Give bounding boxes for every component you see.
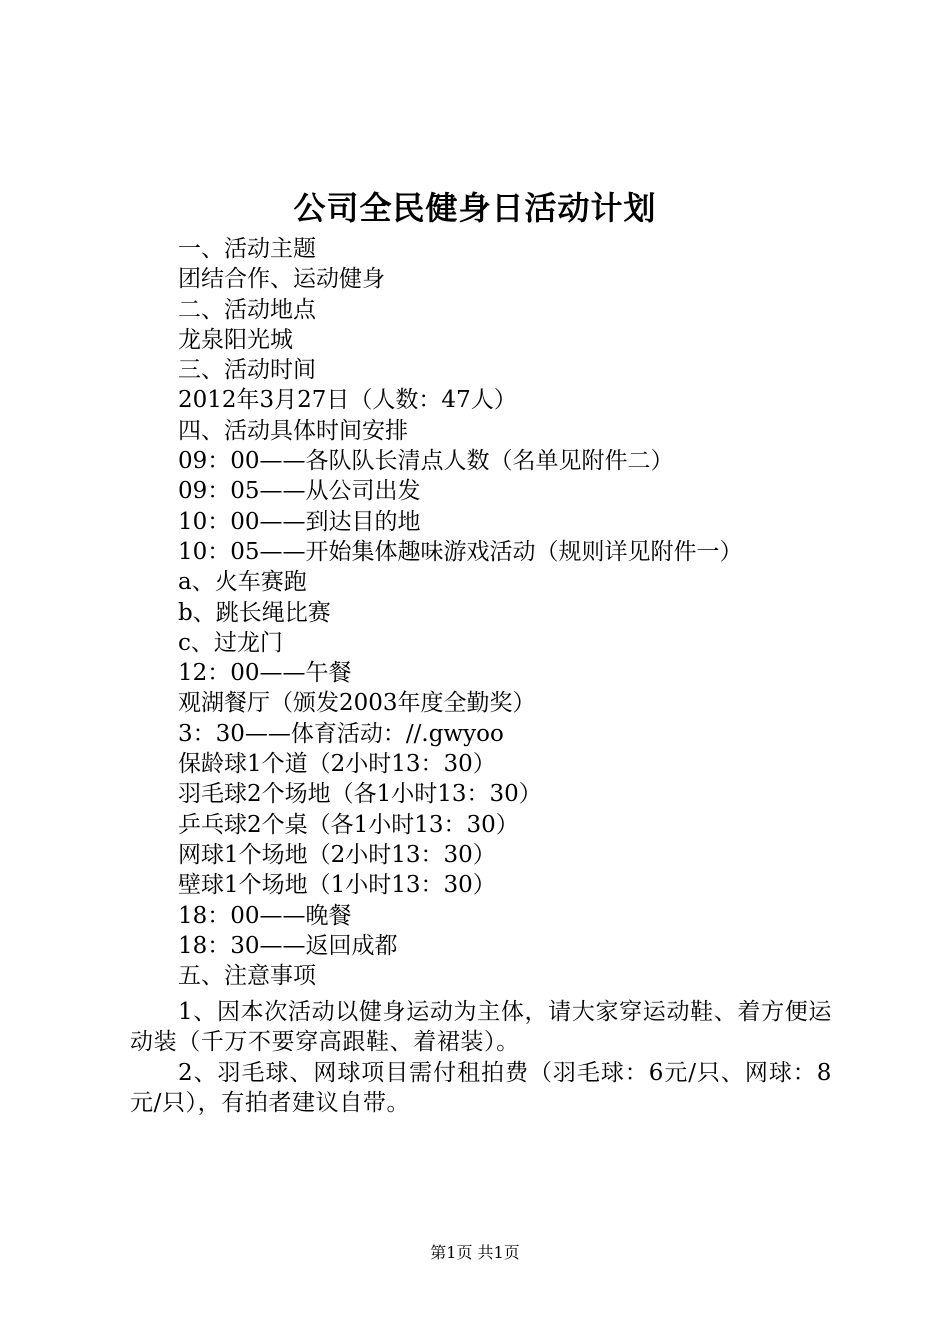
game-item: a、火车赛跑 (178, 569, 307, 596)
schedule-item: 18：30——返回成都 (178, 932, 398, 959)
section-heading-theme: 一、活动主题 (178, 236, 316, 262)
schedule-item: 18：00——晚餐 (178, 902, 352, 929)
document-body (178, 234, 838, 991)
schedule-item: 10：00——到达目的地 (178, 508, 421, 535)
location-text: 龙泉阳光城 (178, 326, 293, 353)
time-text: 2012年3月27日（人数：47人） (178, 387, 517, 414)
lunch-detail: 观湖餐厅（颁发2003年度全勤奖） (178, 690, 536, 717)
schedule-item: 3：30——体育活动：//.gwyoo (178, 720, 504, 747)
game-item: c、过龙门 (178, 629, 283, 656)
theme-text: 团结合作、运动健身 (178, 266, 385, 293)
schedule-item: 09：00——各队队长清点人数（名单见附件二） (178, 448, 674, 475)
schedule-item: 10：05——开始集体趣味游戏活动（规则详见附件一） (178, 538, 743, 565)
page-footer: 第1页 共1页 (430, 1243, 520, 1262)
schedule-item: 12：00——午餐 (178, 660, 352, 687)
game-item: b、跳长绳比赛 (178, 599, 331, 626)
sport-item: 乒乓球2个桌（各1小时13：30） (178, 811, 519, 838)
sport-item: 网球1个场地（2小时13：30） (178, 841, 496, 868)
section-heading-schedule: 四、活动具体时间安排 (178, 417, 408, 444)
sport-item: 保龄球1个道（2小时13：30） (178, 751, 496, 778)
document-title: 公司全民健身日活动计划 (293, 189, 657, 227)
note-paragraph-1: 1、因本次活动以健身运动为主体，请大家穿运动鞋、着方便运动装（千万不要穿高跟鞋、着裙装）。 (130, 999, 832, 1056)
sport-item: 羽毛球2个场地（各1小时13：30） (178, 781, 542, 808)
sport-item: 壁球1个场地（1小时13：30） (178, 872, 496, 899)
note-paragraph-2: 2、羽毛球、网球项目需付租拍费（羽毛球：6元/只、网球：8元/只），有拍者建议自带。 (130, 1060, 832, 1117)
section-heading-time: 三、活动时间 (178, 357, 316, 384)
section-heading-location: 二、活动地点 (178, 296, 316, 323)
schedule-item: 09：05——从公司出发 (178, 478, 421, 505)
section-heading-notes: 五、注意事项 (178, 963, 316, 990)
